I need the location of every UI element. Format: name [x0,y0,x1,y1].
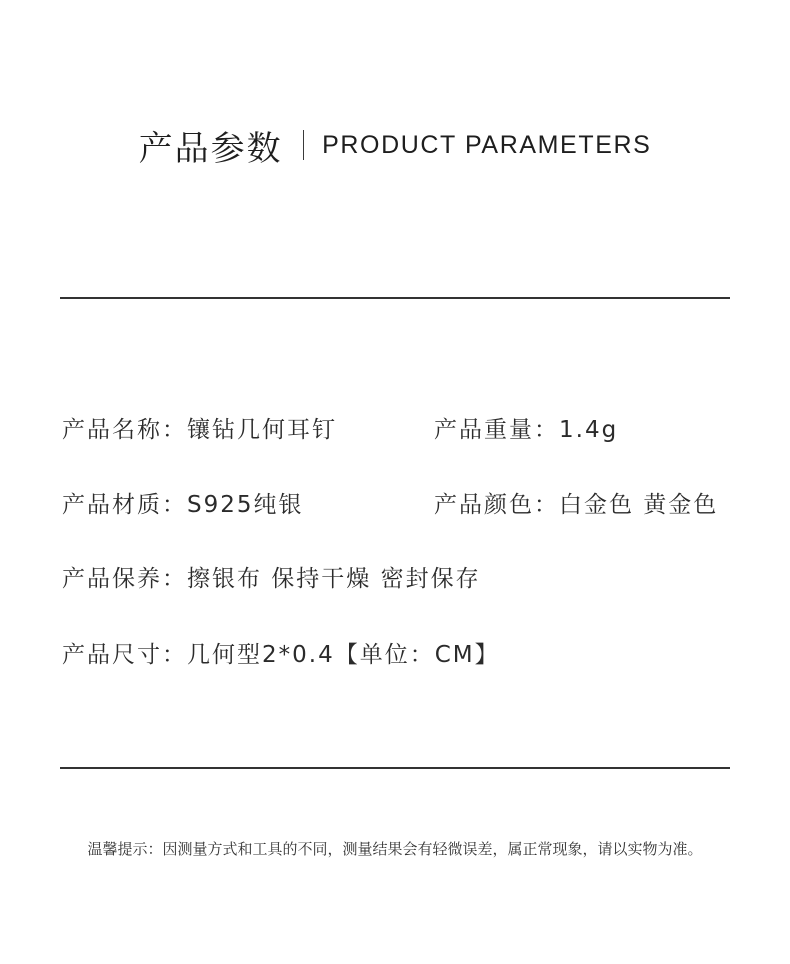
param-product-size: 产品尺寸：几何型2*0.4【单位：CM】 [62,642,500,668]
bottom-divider [60,767,730,769]
top-divider [60,297,730,299]
param-row-3 [62,561,481,597]
disclaimer-note: 温馨提示：因测量方式和工具的不同，测量结果会有轻微误差，属正常现象，请以实物为准。 [87,840,703,858]
param-product-weight: 产品重量：1.4g [434,417,619,443]
param-row-1 [62,412,619,448]
param-product-color: 产品颜色：白金色 黄金色 [434,492,719,518]
header-title-en: PRODUCT PARAMETERS [322,130,652,159]
header-title-cn: 产品参数 [138,128,283,169]
param-product-care: 产品保养：擦银布 保持干燥 密封保存 [62,566,481,592]
param-product-material: 产品材质：S925纯银 [62,492,304,518]
header-separator [303,130,305,160]
param-product-name: 产品名称：镶钻几何耳钉 [62,417,337,443]
param-row-2 [62,487,719,523]
param-row-4 [62,637,500,673]
section-header [0,118,790,172]
